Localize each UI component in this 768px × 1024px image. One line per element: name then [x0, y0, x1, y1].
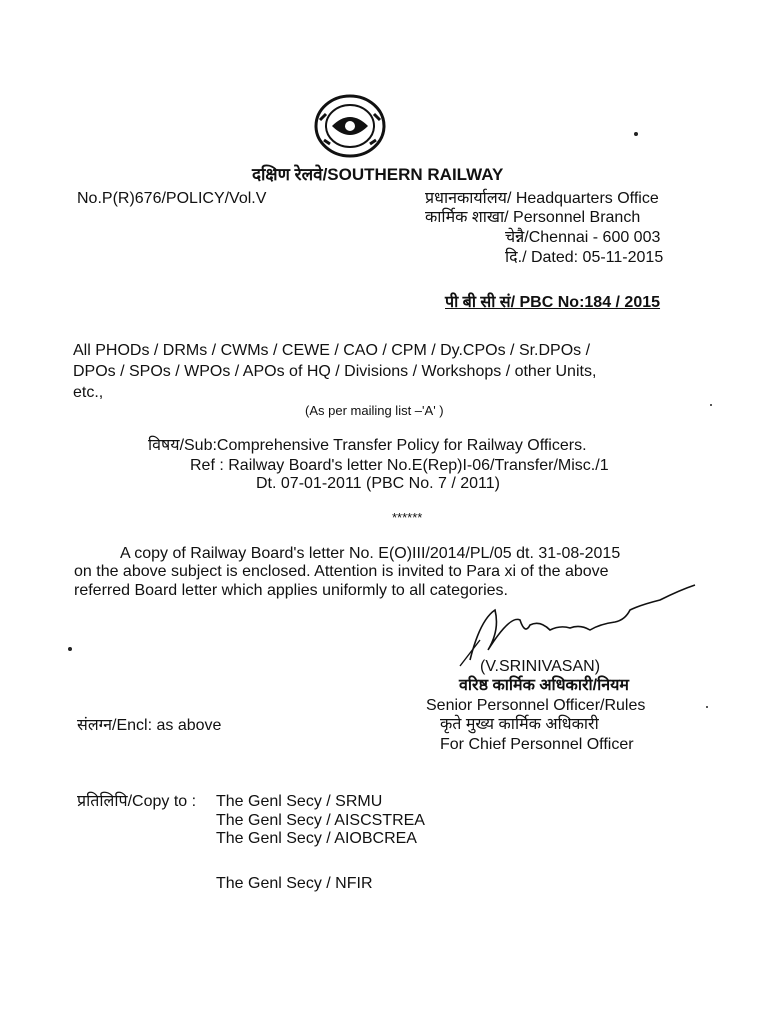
- copy-to-recipient: The Genl Secy / SRMU: [216, 793, 383, 810]
- for-officer-hindi: कृते मुख्य कार्मिक अधिकारी: [440, 716, 599, 733]
- copy-to-label: प्रतिलिपि/Copy to :: [77, 793, 197, 810]
- copy-to-recipient: The Genl Secy / AISCSTREA: [216, 812, 425, 829]
- body-line-3: referred Board letter which applies uniformly to all categories.: [74, 582, 508, 599]
- body-line-2: on the above subject is enclosed. Attention is invited to Para xi of the above: [74, 563, 609, 580]
- mailing-list: (As per mailing list –'A' ): [305, 403, 444, 418]
- enclosure: संलग्न/Encl: as above: [77, 717, 222, 734]
- addressee-line-3: etc.,: [73, 384, 104, 401]
- reference-line-1: Ref : Railway Board's letter No.E(Rep)I-06/Transfer/Misc./1: [190, 457, 609, 474]
- copy-to-recipient: The Genl Secy / NFIR: [216, 875, 373, 892]
- scan-speck: [634, 132, 638, 136]
- copy-to-recipient: The Genl Secy / AIOBCREA: [216, 830, 417, 847]
- signatory-title-hindi: वरिष्ठ कार्मिक अधिकारी/नियम: [459, 677, 629, 694]
- reference-number: No.P(R)676/POLICY/Vol.V: [77, 190, 267, 207]
- pbc-number: पी बी सी सं/ PBC No:184 / 2015: [445, 294, 661, 311]
- scan-speck: [68, 647, 72, 651]
- subject: विषय/Sub:Comprehensive Transfer Policy for Railway Officers.: [148, 437, 587, 454]
- scan-speck: [706, 706, 708, 708]
- city: चेन्नै/Chennai - 600 003: [505, 229, 661, 246]
- separator-stars: ******: [392, 510, 423, 525]
- addressee-line-2: DPOs / SPOs / WPOs / APOs of HQ / Divisions / Workshops / other Units,: [73, 363, 597, 380]
- date: दि./ Dated: 05-11-2015: [505, 249, 664, 266]
- branch-name: कार्मिक शाखा/ Personnel Branch: [425, 209, 641, 226]
- railway-emblem: [310, 90, 390, 160]
- reference-line-2: Dt. 07-01-2011 (PBC No. 7 / 2011): [256, 475, 500, 492]
- body-line-1: A copy of Railway Board's letter No. E(O)III/2014/PL/05 dt. 31-08-2015: [120, 545, 621, 562]
- scan-speck: [710, 404, 712, 406]
- office-name: प्रधानकार्यालय/ Headquarters Office: [425, 190, 659, 207]
- org-name: दक्षिण रेलवे/SOUTHERN RAILWAY: [252, 165, 504, 184]
- addressee-line-1: All PHODs / DRMs / CWMs / CEWE / CAO / CPM / Dy.CPOs / Sr.DPOs /: [73, 342, 591, 359]
- signatory-title: Senior Personnel Officer/Rules: [426, 697, 646, 714]
- for-officer: For Chief Personnel Officer: [440, 736, 634, 753]
- signatory-name: (V.SRINIVASAN): [480, 658, 601, 675]
